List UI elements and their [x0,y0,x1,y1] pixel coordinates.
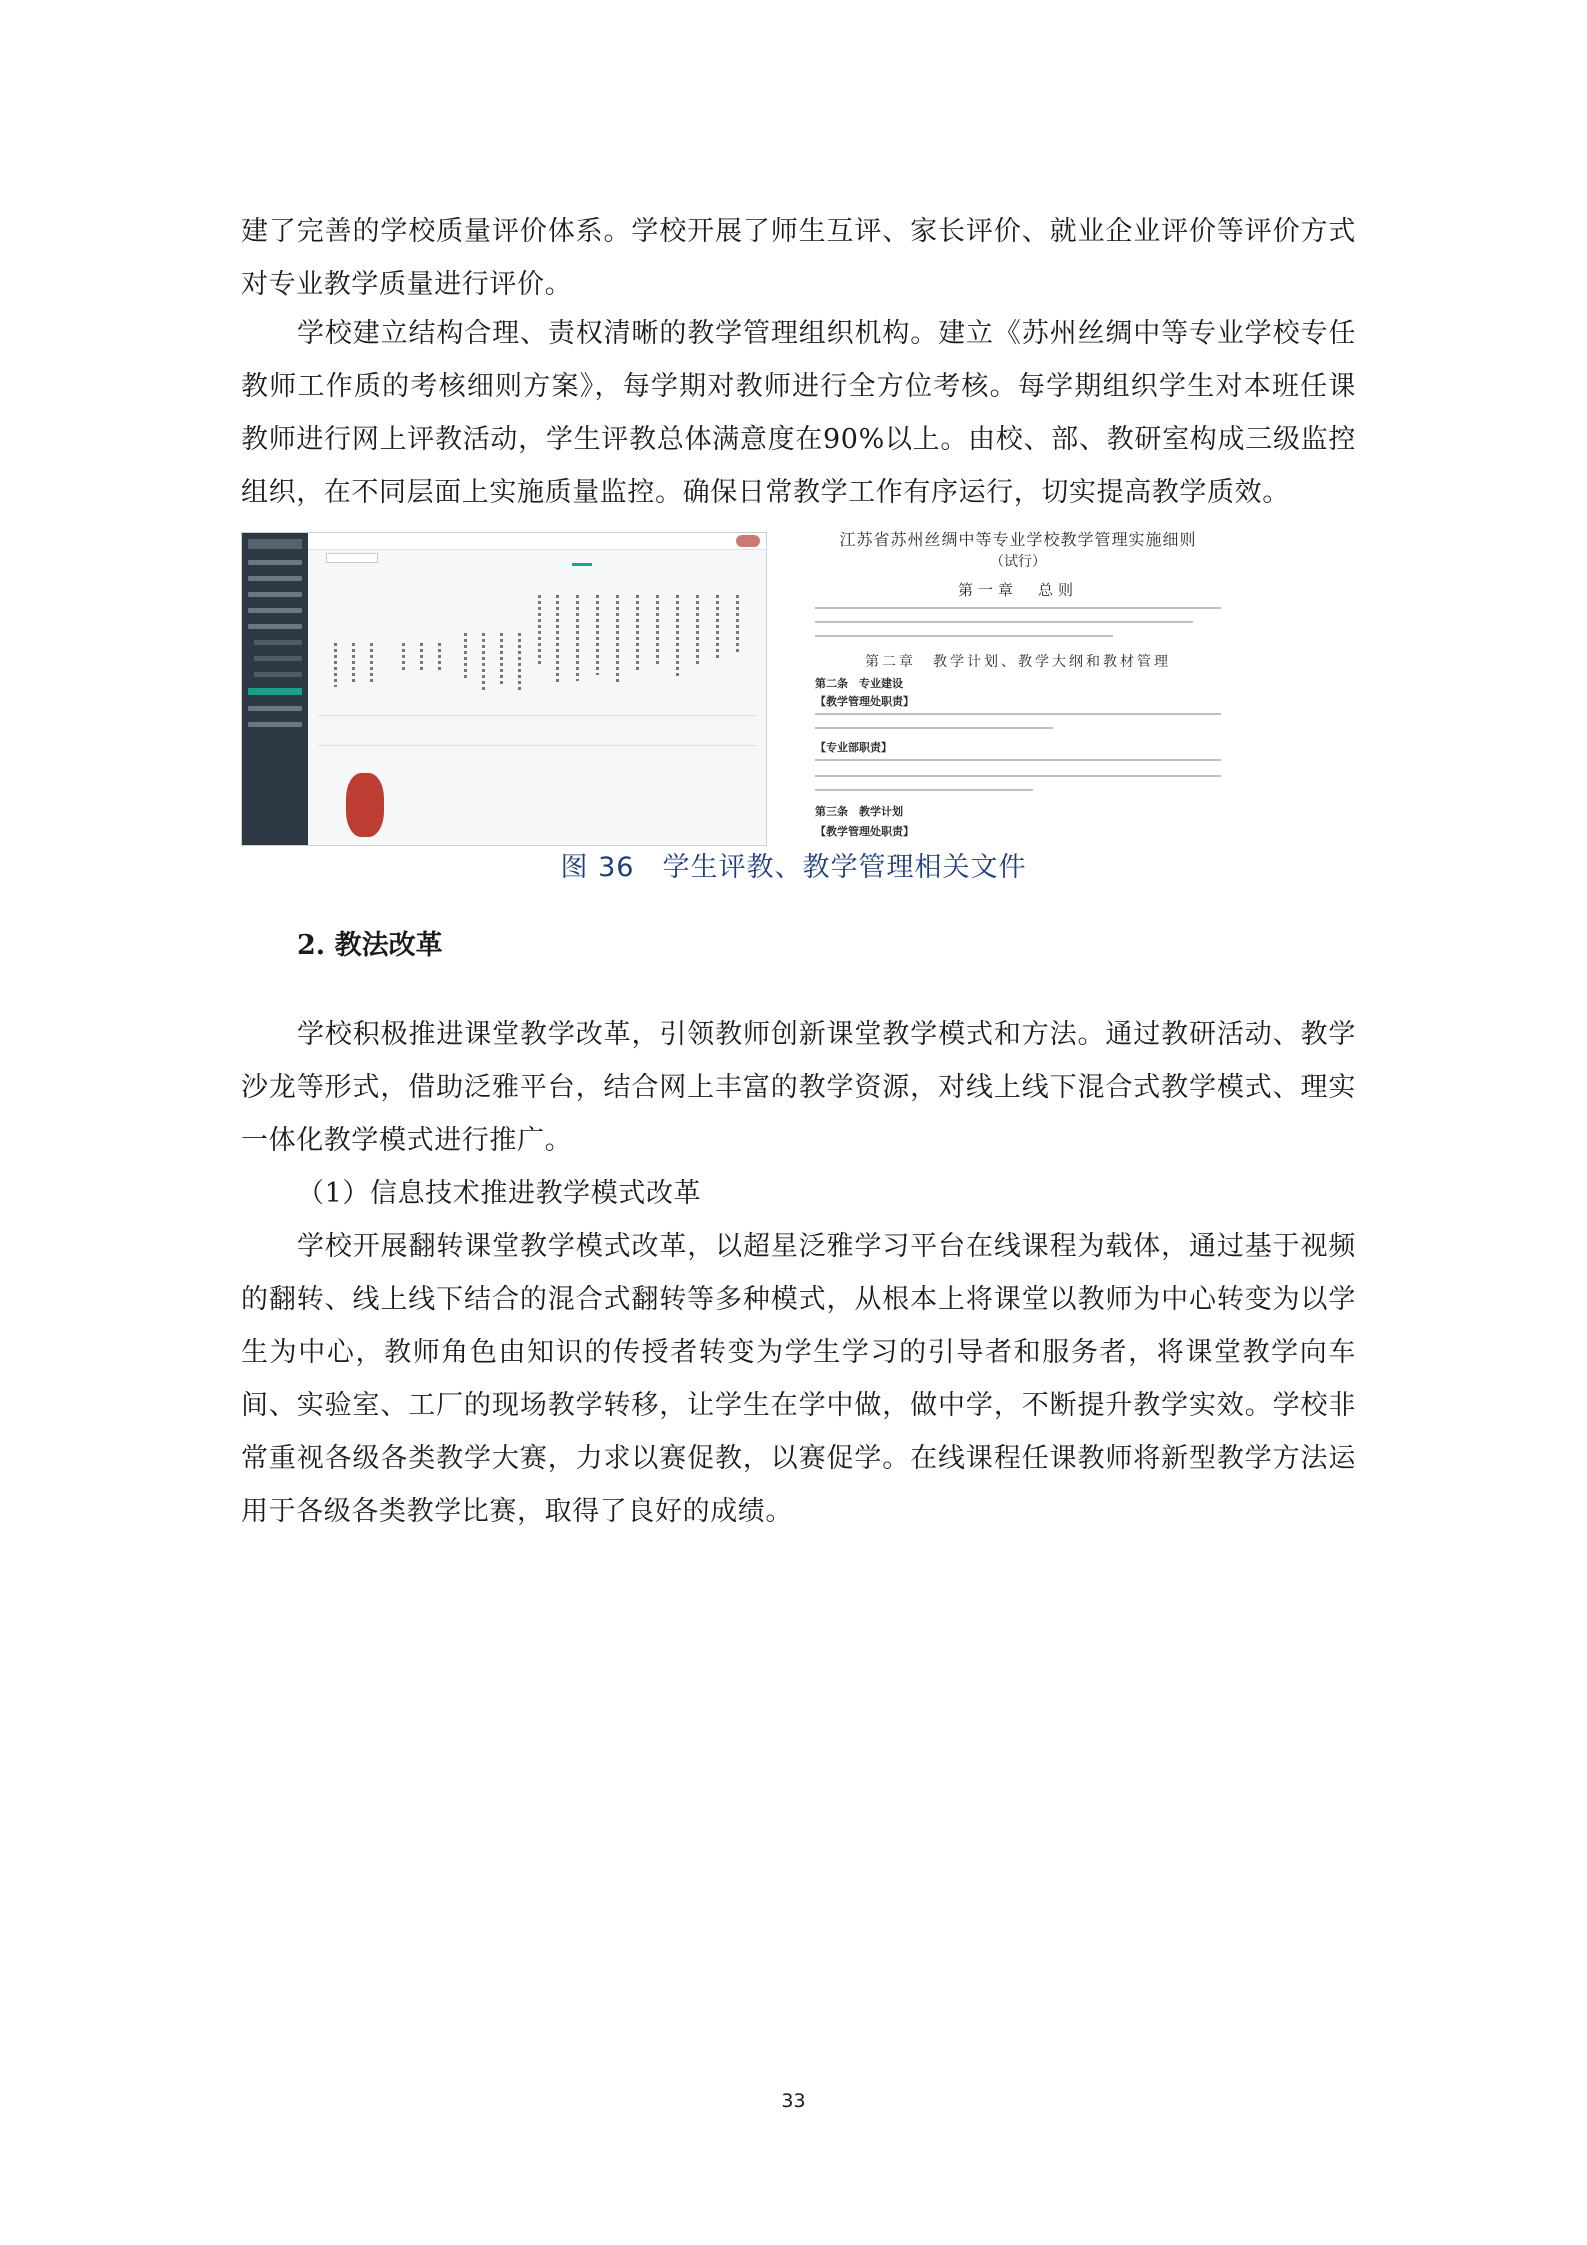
doc-item: 【教学管理处职责】 [815,825,914,838]
paragraph-flipped-classroom: 学校开展翻转课堂教学模式改革，以超星泛雅学习平台在线课程为载体，通过基于视频的翻转、线上线下结合的混合式翻转等多种模式，从根本上将课堂以教师为中心转变为以学生为中心，教师角色由知识的传授者转变为学生学习的引导者和服务者，将课堂教学向车间、实验室、工厂的现场教学转移，让学生在学中做，做中学，不断提升教学实效。学校非常重视各级各类教学大赛，力求以赛促教，以赛促学。在线课程任课教师将新型教学方法运用于各级各类教学比赛，取得了良好的成绩。 [241,1231,1356,1527]
screenshot-sidebar [242,533,308,845]
doc-title: 江苏省苏州丝绸中等专业学校教学管理实施细则 [839,530,1197,549]
doc-item: 第二条 专业建设 [815,677,903,690]
screenshot-redacted-area [346,773,384,837]
screenshot-blurred-avatar [736,535,760,547]
doc-item: 第三条 教学计划 [815,805,903,818]
page-number: 33 [781,2090,806,2112]
doc-chapter-2: 第二章 教学计划、教学大纲和教材管理 [865,654,1171,670]
screenshot-tab [326,553,378,563]
screenshot-topbar [308,533,766,550]
doc-item: 【教学管理处职责】 [815,695,914,708]
figure-caption: 图 36 学生评教、教学管理相关文件 [560,852,1027,883]
student-evaluation-screenshot [241,532,767,846]
subheading-info-tech: （1）信息技术推进教学模式改革 [297,1178,702,1209]
teaching-management-document-scan [803,527,1233,844]
paragraph-management-organization: 学校建立结构合理、责权清晰的教学管理组织机构。建立《苏州丝绸中等专业学校专任教师工作质的考核细则方案》，每学期对教师进行全方位考核。每学期组织学生对本班任课教师进行网上评教活动，学生评教总体满意度在90%以上。由校、部、教研室构成三级监控组织，在不同层面上实施质量监控。确保日常教学工作有序运行，切实提高教学质效。 [241,318,1356,508]
paragraph-evaluation-system: 建了完善的学校质量评价体系。学校开展了师生互评、家长评价、就业企业评价等评价方式对专业教学质量进行评价。 [241,216,1356,300]
screenshot-accent [572,563,592,566]
doc-chapter-1: 第一章 总则 [957,581,1078,599]
doc-subtitle: （试行） [990,554,1046,570]
section-heading: 2. 教法改革 [297,930,443,961]
paragraph-teaching-reform: 学校积极推进课堂教学改革，引领教师创新课堂教学模式和方法。通过教研活动、教学沙龙等形式，借助泛雅平台，结合网上丰富的教学资源，对线上线下混合式教学模式、理实一体化教学模式进行推广。 [241,1019,1356,1156]
doc-item: 【专业部职责】 [815,741,892,754]
